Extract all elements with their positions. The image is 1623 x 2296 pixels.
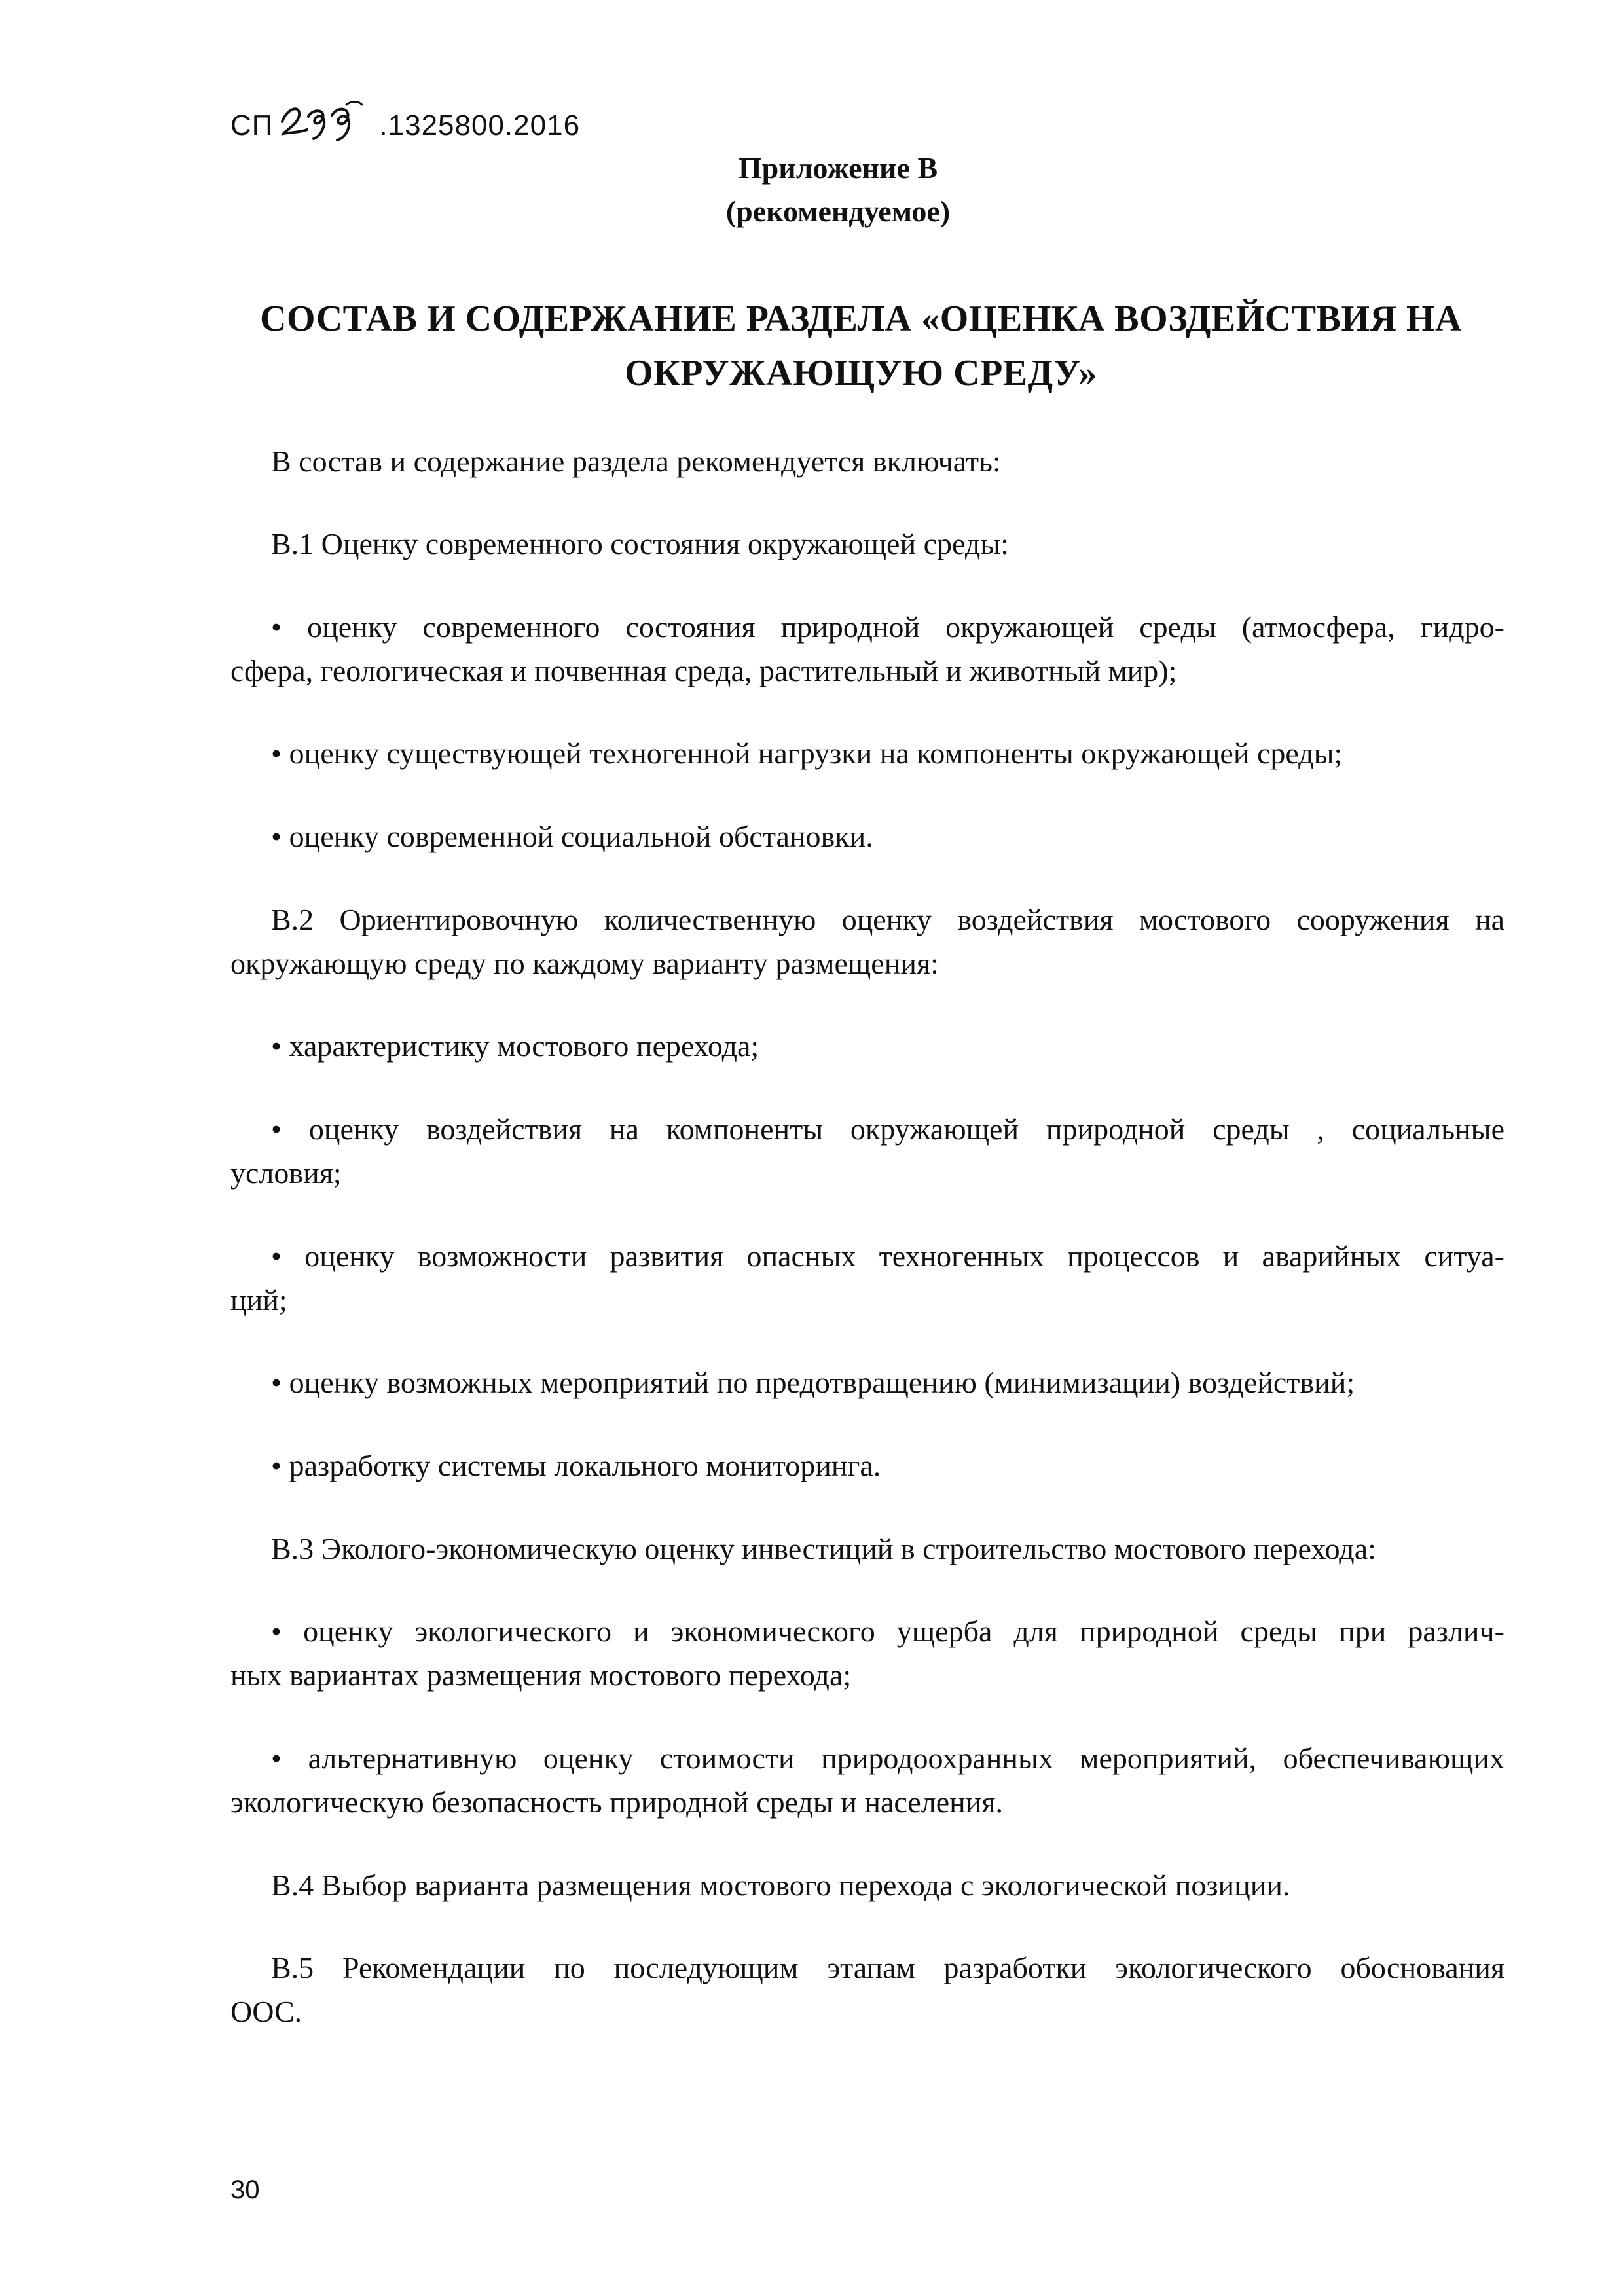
b1-item-1-line-1: • оценку современного состояния природной окружающей среды (атмосфера, гидро- <box>271 610 1504 644</box>
b5-line-1: В.5 Рекомендации по последующим этапам разработки экологического обоснования <box>271 1951 1504 1984</box>
page-number: 30 <box>230 2176 260 2204</box>
b1-item-1-line-2: сфера, геологическая и почвенная среда, растительный и животный мир); <box>230 654 1177 687</box>
document-code <box>230 89 580 142</box>
b4-paragraph: В.4 Выбор варианта размещения мостового перехода с экологической позиции. <box>271 1868 1290 1902</box>
b2-item-5: • разработку системы локального мониторинга. <box>271 1449 881 1482</box>
b5-line-2: ООС. <box>230 1995 302 2028</box>
b2-item-3-line-1: • оценку возможности развития опасных техногенных процессов и аварийных ситуа- <box>271 1239 1504 1273</box>
b2-item-1: • характеристику мостового перехода; <box>271 1029 759 1063</box>
appendix-label: Приложение В <box>738 151 938 185</box>
section-title-line-1: СОСТАВ И СОДЕРЖАНИЕ РАЗДЕЛА «ОЦЕНКА ВОЗДЕЙСТВИЯ НА <box>260 299 1462 339</box>
b2-heading-line-1: В.2 Ориентировочную количественную оценку воздействия мостового сооружения на <box>271 903 1504 936</box>
b2-item-2-line-1: • оценку воздействия на компоненты окружающей природной среды , социальные <box>271 1112 1504 1146</box>
intro-paragraph: В состав и содержание раздела рекомендуется включать: <box>271 445 1001 478</box>
b3-item-2-line-2: экологическую безопасность природной среды и населения. <box>230 1785 1004 1819</box>
b2-item-4: • оценку возможных мероприятий по предотвращению (минимизации) воздействий; <box>271 1366 1355 1399</box>
b3-item-1-line-1: • оценку экологического и экономического ущерба для природной среды при различ- <box>271 1614 1504 1648</box>
handwritten-number <box>278 96 376 141</box>
b3-item-2-line-1: • альтернативную оценку стоимости природоохранных мероприятий, обеспечивающих <box>271 1741 1504 1775</box>
code-prefix: СП <box>230 109 274 141</box>
code-suffix: .1325800.2016 <box>379 109 581 141</box>
b2-item-3-line-2: ций; <box>230 1283 287 1317</box>
b2-heading-line-2: окружающую среду по каждому варианту размещения: <box>230 947 939 980</box>
b1-item-3: • оценку современной социальной обстановки. <box>271 820 873 853</box>
b3-item-1-line-2: ных вариантах размещения мостового перехода; <box>230 1658 852 1692</box>
appendix-type: (рекомендуемое) <box>725 194 951 228</box>
handwritten-number-signature-icon <box>278 96 376 141</box>
b2-item-2-line-2: условия; <box>230 1156 342 1190</box>
b1-heading: В.1 Оценку современного состояния окружающей среды: <box>271 527 1009 560</box>
b3-heading: В.3 Эколого-экономическую оценку инвестиций в строительство мостового перехода: <box>271 1532 1376 1565</box>
b1-item-2: • оценку существующей техногенной нагрузки на компоненты окружающей среды; <box>271 737 1343 770</box>
section-title-line-2: ОКРУЖАЮЩУЮ СРЕДУ» <box>625 353 1097 393</box>
